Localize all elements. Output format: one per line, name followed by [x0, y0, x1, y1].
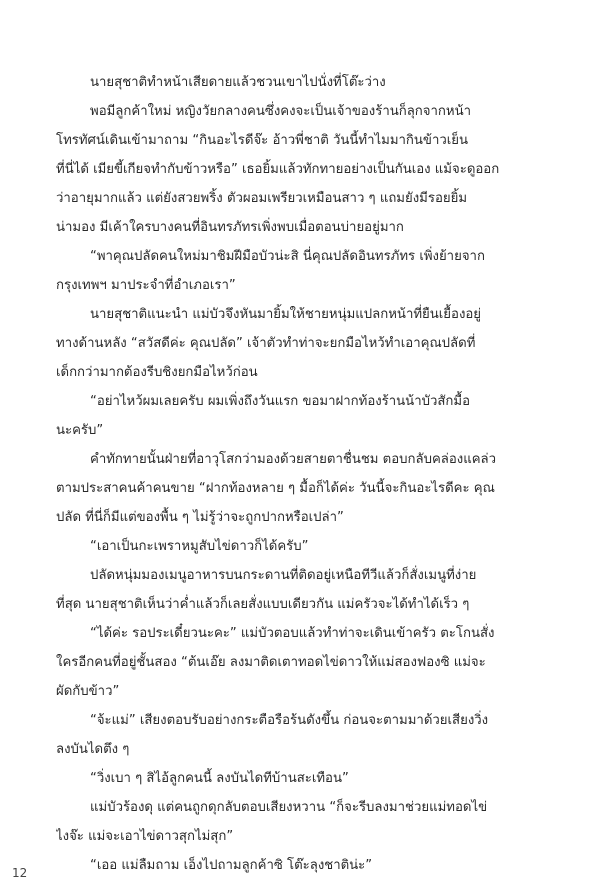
text-line: น่ามอง มีเค้าใครบางคนที่อินทรภัทรเพิ่งพบเมื่อตอนบ่ายอยู่มาก	[56, 220, 404, 235]
text-line: ที่สุด นายสุชาติเห็นว่าค่ำแล้วก็เลยสั่งแบบเดียวกัน แม่ครัวจะได้ทำได้เร็ว ๆ	[56, 597, 470, 612]
text-line: ทางด้านหลัง “สวัสดีค่ะ คุณปลัด” เจ้าตัวทำท่าจะยกมือไหว้ทำเอาคุณปลัดที่	[56, 336, 476, 351]
text-line: โทรทัศน์เดินเข้ามาถาม “กินอะไรดีจ๊ะ อ้าวพี่ชาติ วันนี้ทำไมมากินข้าวเย็น	[56, 133, 469, 148]
text-line: ที่นี่ได้ เมียขี้เกียจทำกับข้าวหรือ” เธอยิ้มแล้วทักทายอย่างเป็นกันเอง แม้จะดูออก	[56, 162, 500, 177]
text-line: พอมีลูกค้าใหม่ หญิงวัยกลางคนซึ่งคงจะเป็นเจ้าของร้านก็ลุกจากหน้า	[90, 104, 472, 119]
text-line: นะครับ”	[56, 423, 104, 438]
text-line: ตามประสาคนค้าคนขาย “ฝากท้องหลาย ๆ มื้อก็ได้ค่ะ วันนี้จะกินอะไรดีคะ คุณ	[56, 481, 495, 496]
text-line: “เออ แม่ลืมถาม เอ็งไปถามลูกค้าซิ โต๊ะลุงชาติน่ะ”	[90, 858, 373, 873]
text-line: กรุงเทพฯ มาประจำที่อำเภอเรา”	[56, 278, 236, 293]
text-line: นายสุชาติทำหน้าเสียดายแล้วชวนเขาไปนั่งที่โต๊ะว่าง	[90, 75, 386, 90]
text-line: ปลัด ที่นี่ก็มีแต่ของพื้น ๆ ไม่รู้ว่าจะถูกปากหรือเปล่า”	[56, 510, 344, 525]
text-line: คำทักทายนั้นฝ่ายที่อาวุโสกว่ามองด้วยสายตาชื่นชม ตอบกลับคล่องแคล่ว	[90, 452, 497, 467]
text-line: “ได้ค่ะ รอประเดี๋ยวนะคะ” แม่บัวตอบแล้วทำท่าจะเดินเข้าครัว ตะโกนสั่ง	[90, 626, 495, 641]
text-line: ปลัดหนุ่มมองเมนูอาหารบนกระดานที่ติดอยู่เหนือทีวีแล้วก็สั่งเมนูที่ง่าย	[90, 568, 477, 583]
text-line: “อย่าไหว้ผมเลยครับ ผมเพิ่งถึงวันแรก ขอมาฝากท้องร้านน้าบัวสักมื้อ	[90, 394, 471, 409]
text-line: “เอาเป็นกะเพราหมูสับไข่ดาวก็ได้ครับ”	[90, 539, 309, 554]
text-line: “วิ่งเบา ๆ สิไอ้ลูกคนนี้ ลงบันไดทีบ้านสะเทือน”	[90, 771, 349, 786]
text-line: เด็กกว่ามากต้องรีบชิงยกมือไหว้ก่อน	[56, 365, 258, 380]
text-line: แม่บัวร้องดุ แต่คนถูกดุกลับตอบเสียงหวาน “ก็จะรีบลงมาช่วยแม่ทอดไข่	[90, 800, 488, 815]
text-line: ไงจ๊ะ แม่จะเอาไข่ดาวสุกไม่สุก”	[56, 829, 234, 844]
text-line: ลงบันไดตึง ๆ	[56, 742, 130, 757]
text-line: นายสุชาติแนะนำ แม่บัวจึงหันมายิ้มให้ชายหนุ่มแปลกหน้าที่ยืนเยื้องอยู่	[90, 307, 482, 322]
page-number: 12	[12, 866, 28, 880]
text-line: ว่าอายุมากแล้ว แต่ยังสวยพริ้ง ตัวผอมเพรียวเหมือนสาว ๆ แถมยังมีรอยยิ้ม	[56, 191, 468, 206]
text-line: “พาคุณปลัดคนใหม่มาชิมฝีมือบัวน่ะสิ นี่คุณปลัดอินทรภัทร เพิ่งย้ายจาก	[90, 249, 485, 264]
body-text	[56, 68, 552, 880]
text-line: ผัดกับข้าว”	[56, 684, 120, 699]
text-line: “จ้ะแม่” เสียงตอบรับอย่างกระตือรือร้นดังขึ้น ก่อนจะตามมาด้วยเสียงวิ่ง	[90, 713, 489, 728]
text-line: ใครอีกคนที่อยู่ชั้นสอง “ต้นเอ๊ย ลงมาติดเตาทอดไข่ดาวให้แม่สองฟองซิ แม่จะ	[56, 655, 486, 670]
